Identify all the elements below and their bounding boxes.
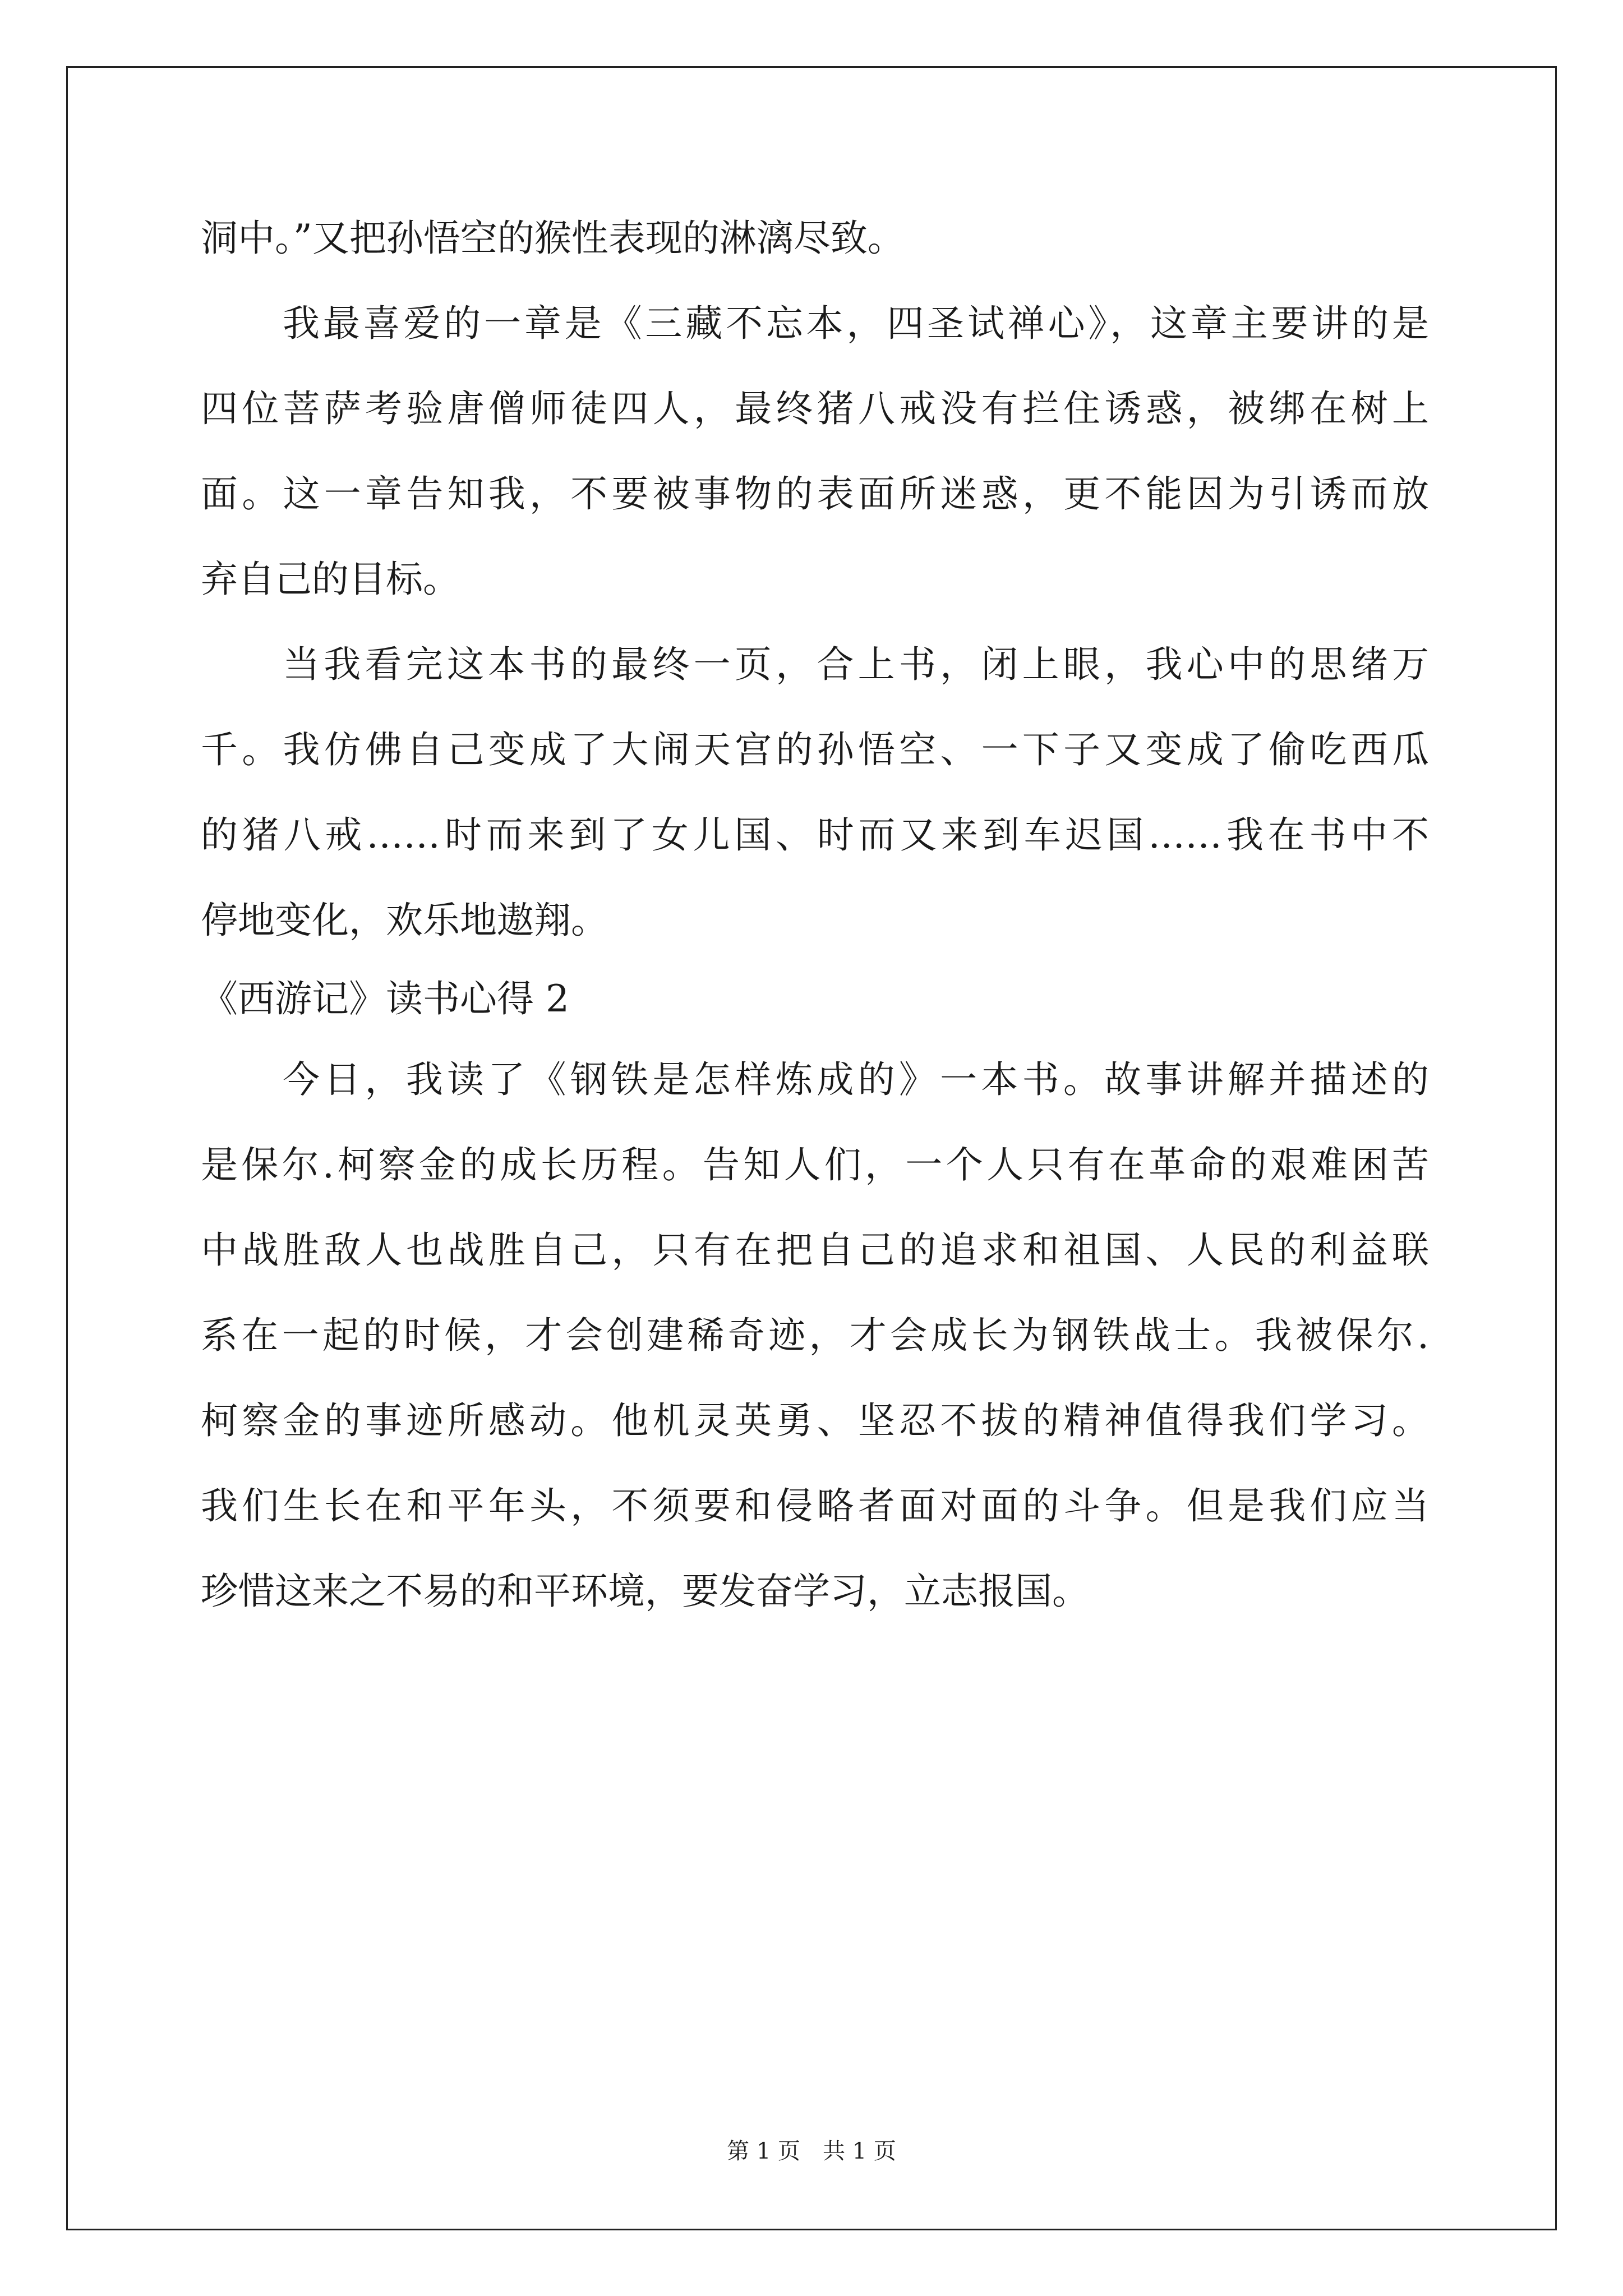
text-line: 今日，我读了《钢铁是怎样炼成的》一本书。故事讲解并描述的 [283,1058,1429,1101]
text-line: 的猪八戒……时而来到了女儿国、时而又来到车迟国……我在书中不 [201,813,1429,857]
section-heading: 《西游记》读书心得 2 [201,977,569,1020]
text-line: 我最喜爱的一章是《三藏不忘本，四圣试禅心》，这章主要讲的是 [283,302,1429,345]
text-line: 我们生长在和平年头，不须要和侵略者面对面的斗争。但是我们应当 [201,1484,1429,1527]
text-line: 当我看完这本书的最终一页，合上书，闭上眼，我心中的思绪万 [283,643,1429,686]
text-line: 系在一起的时候，才会创建稀奇迹，才会成长为钢铁战士。我被保尔. [201,1314,1429,1357]
text-line: 柯察金的事迹所感动。他机灵英勇、坚忍不拔的精神值得我们学习。 [201,1399,1429,1442]
page-footer: 第 1 页 共 1 页 [727,2138,896,2164]
text-line: 面。这一章告知我，不要被事物的表面所迷惑，更不能因为引诱而放 [201,472,1429,516]
text-line: 中战胜敌人也战胜自己，只有在把自己的追求和祖国、人民的利益联 [201,1228,1429,1272]
text-line: 千。我仿佛自己变成了大闹天宫的孙悟空、一下子又变成了偷吃西瓜 [201,728,1429,771]
text-line: 珍惜这来之不易的和平环境，要发奋学习，立志报国。 [201,1570,1089,1613]
text-line: 洞中。”又把孙悟空的猴性表现的淋漓尽致。 [201,217,905,260]
text-line: 四位菩萨考验唐僧师徒四人，最终猪八戒没有拦住诱惑，被绑在树上 [201,387,1429,430]
text-line: 弃自己的目标。 [201,558,460,601]
text-line: 是保尔.柯察金的成长历程。告知人们，一个人只有在革命的艰难困苦 [201,1143,1429,1186]
text-line: 停地变化，欢乐地遨翔。 [201,899,608,942]
